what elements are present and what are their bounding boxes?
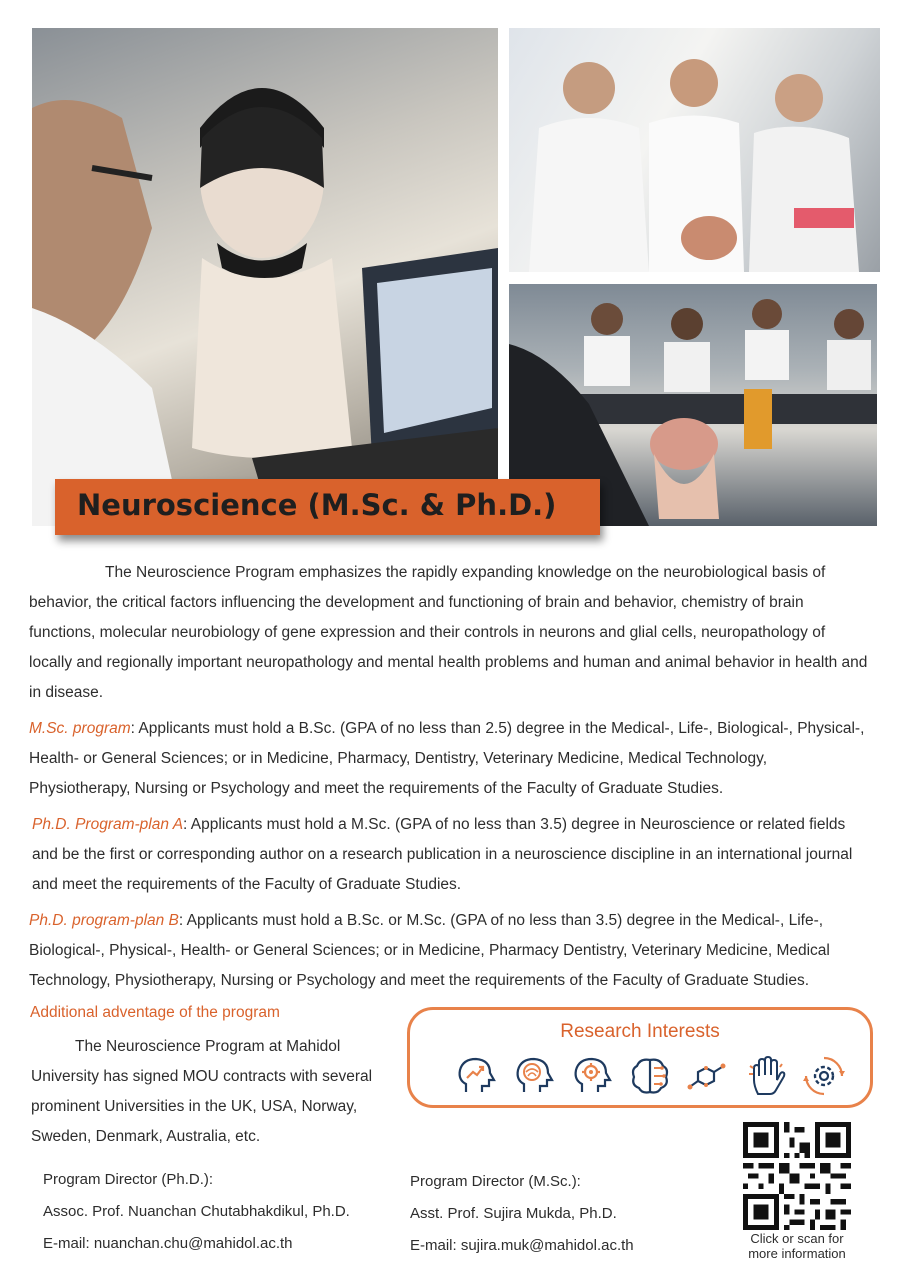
- phd-plan-b-label: Ph.D. program-plan B: [29, 912, 179, 929]
- hand-icon: [744, 1054, 788, 1098]
- msc-text: : Applicants must hold a B.Sc. (GPA of no less than 2.5) degree in the Medical-, Life-, Biological-, Physical-, Health- or General Sciences; or in Medicine, Pharmacy, Dentistry, Veterinary Medicine, Medical Technology, Physiotherapy, Nursing or Psychology and meet the requirements of the Faculty of Graduate Studies.: [29, 720, 865, 797]
- phd-plan-a-label: Ph.D. Program-plan A: [32, 816, 184, 833]
- contact-phd-director: [43, 1164, 350, 1260]
- phd-plan-a-paragraph: [32, 810, 872, 900]
- advantage-text: The Neuroscience Program at Mahidol University has signed MOU contracts with several prominent Universities in the UK, USA, Norway, Sweden, Denmark, Australia, etc.: [31, 1038, 373, 1145]
- intro-paragraph: The Neuroscience Program emphasizes the rapidly expanding knowledge on the neurobiological basis of behavior, the critical factors influencing the development and functioning of brain and behavior, chemistry of brain functions, molecular neurobiology of gene expression and their controls in neurons and glial cells, neuropathology of locally and regionally important neuropathology and mental health problems and human and animal behavior in health and in disease.: [29, 564, 868, 701]
- phd-director-email[interactable]: E-mail: nuanchan.chu@mahidol.ac.th: [43, 1235, 293, 1252]
- brain-study-illustration: [509, 28, 880, 272]
- page-title: Neuroscience (M.Sc. & Ph.D.): [77, 488, 557, 522]
- head-gear-icon: [570, 1054, 614, 1098]
- qr-code[interactable]: [743, 1122, 851, 1230]
- phd-plan-a-text: : Applicants must hold a M.Sc. (GPA of no less than 3.5) degree in Neuroscience or related fields and be the first or corresponding author on a research publication in a neuroscience discipline in an international journal and meet the requirements of the Faculty of Graduate Studies.: [32, 816, 853, 893]
- msc-director-email[interactable]: E-mail: sujira.muk@mahidol.ac.th: [410, 1237, 634, 1254]
- msc-paragraph: [29, 714, 869, 804]
- msc-director-role: Program Director (M.Sc.):: [410, 1173, 581, 1190]
- head-brain-icon: [512, 1054, 556, 1098]
- research-interests-title: Research Interests: [560, 1021, 720, 1042]
- eeg-lab-illustration: [32, 28, 498, 526]
- msc-label: M.Sc. program: [29, 720, 131, 737]
- qr-caption-line2: more information: [748, 1246, 846, 1261]
- phd-plan-b-text: : Applicants must hold a B.Sc. or M.Sc. (GPA of no less than 3.5) degree in the Medical-, Life-, Biological-, Physical-, Health- or General Sciences; or in Medicine, Pharmacy Dentistry, Veterinary Medicine, Medical Technology, Physiotherapy, Nursing or Psychology and meet the requirements of the Faculty of Graduate Studies.: [29, 912, 830, 989]
- phd-director-name: Assoc. Prof. Nuanchan Chutabhakdikul, Ph.D.: [43, 1203, 350, 1220]
- molecule-icon: [686, 1054, 730, 1098]
- brain-circuit-icon: [628, 1054, 672, 1098]
- contact-msc-director: [410, 1166, 634, 1262]
- research-interests-icons: [454, 1054, 846, 1098]
- phd-plan-b-paragraph: [29, 906, 869, 996]
- photo-eeg-lab: [32, 28, 498, 526]
- advantage-heading: Additional adventage of the program: [30, 1004, 280, 1021]
- qr-caption: [733, 1231, 861, 1261]
- qr-caption-line1: Click or scan for: [750, 1231, 844, 1246]
- msc-director-name: Asst. Prof. Sujira Mukda, Ph.D.: [410, 1205, 617, 1222]
- title-banner: [55, 479, 600, 535]
- gear-cycle-icon: [802, 1054, 846, 1098]
- photo-brain-model-study: [509, 28, 880, 272]
- phd-director-role: Program Director (Ph.D.):: [43, 1171, 214, 1188]
- head-growth-icon: [454, 1054, 498, 1098]
- research-interests-box: [407, 1007, 873, 1108]
